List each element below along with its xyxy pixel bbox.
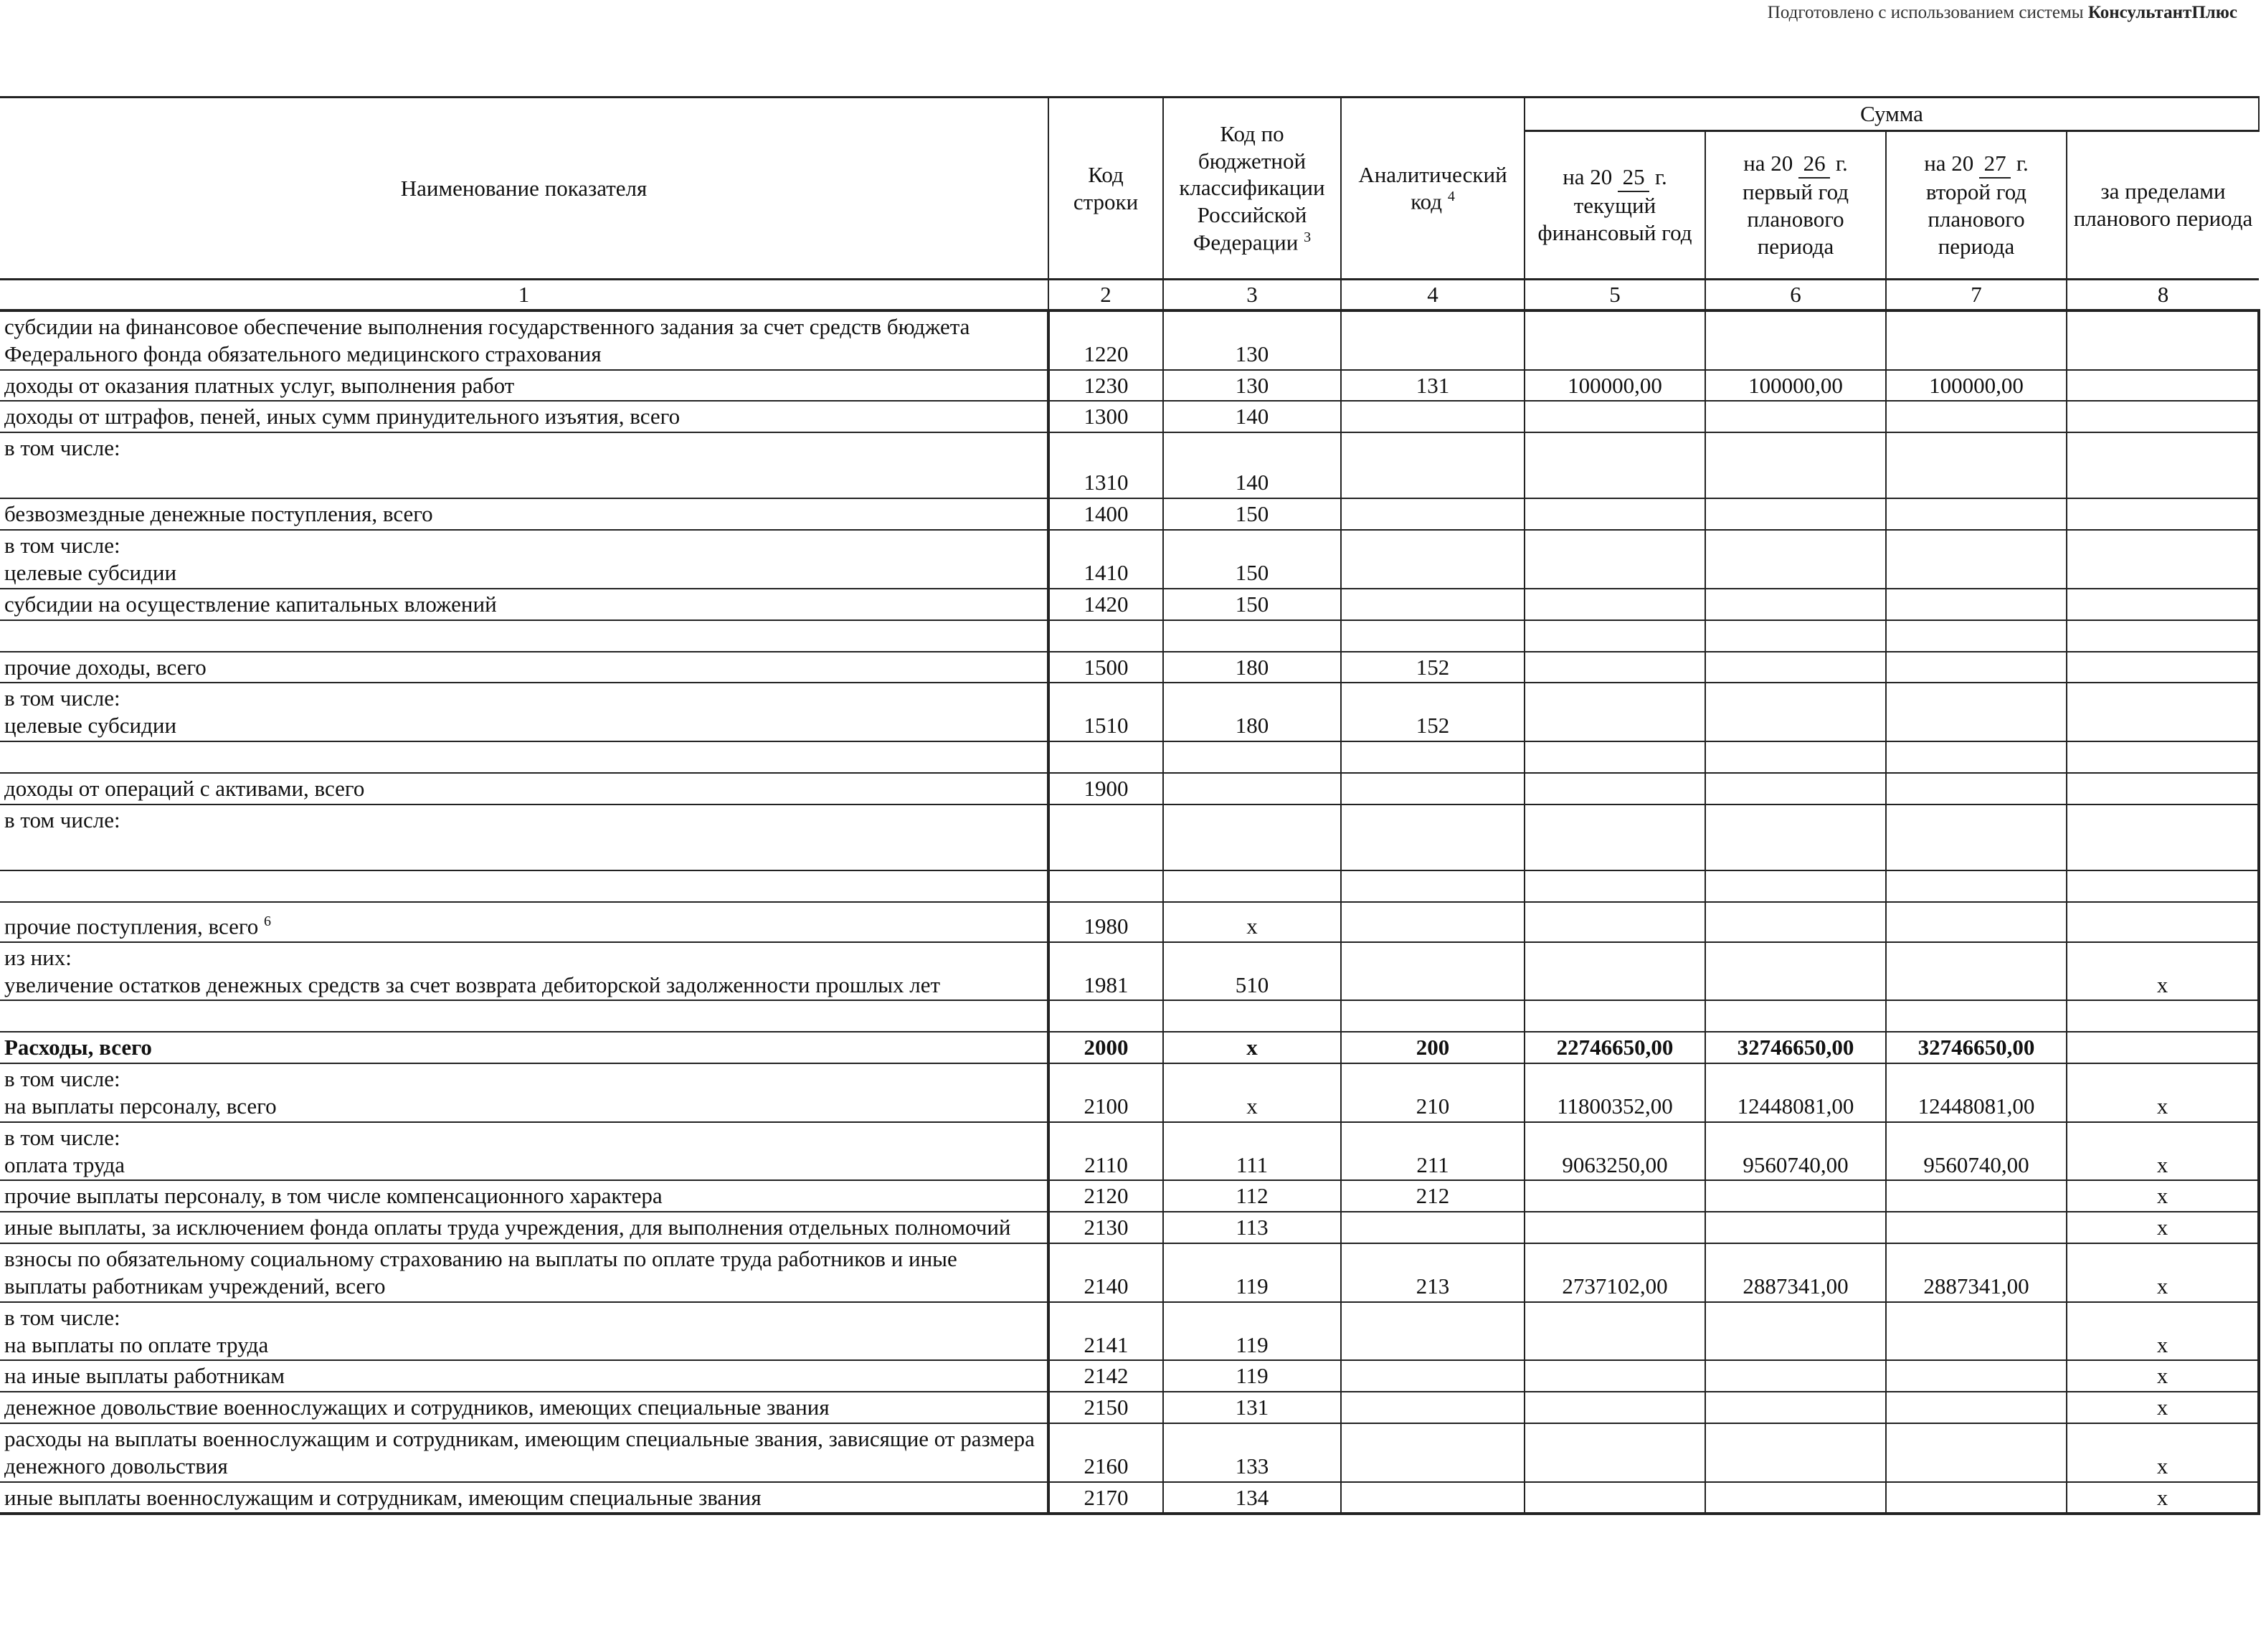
indicator-name-cell: в том числе: на выплаты по оплате труда [0,1302,1048,1361]
sum-year1-cell [1525,1482,1705,1514]
sum-year3-cell [1886,620,2067,652]
sum-beyond-cell: х [2067,1360,2259,1392]
budget-code-cell [1163,773,1341,804]
sum-year2-cell [1705,530,1886,589]
header-year-3: на 20 27 г. второй год планового периода [1886,131,2067,280]
sum-year1-cell: 11800352,00 [1525,1063,1705,1122]
sum-year2-cell [1705,589,1886,620]
sum-year2-cell [1705,870,1886,902]
analytic-code-cell [1341,1302,1525,1361]
sum-year3-cell [1886,902,2067,942]
analytic-code-cell [1341,902,1525,942]
indicator-name-cell: расходы на выплаты военнослужащим и сотрудникам, имеющим специальные звания, зависящие от размера денежного довольствия [0,1423,1048,1482]
table-row [0,741,2259,773]
indicator-name-cell: в том числе: целевые субсидии [0,683,1048,741]
row-code-cell: 1980 [1048,902,1163,942]
budget-code-cell: 150 [1163,530,1341,589]
table-row [0,1302,2259,1361]
budget-code-cell: 510 [1163,942,1341,1001]
sum-beyond-cell [2067,773,2259,804]
analytic-code-cell [1341,401,1525,432]
sum-beyond-cell [2067,530,2259,589]
sum-beyond-cell: х [2067,1122,2259,1181]
sum-year3-cell [1886,1392,2067,1423]
sum-year2-cell [1705,1302,1886,1361]
sum-year3-cell: 100000,00 [1886,370,2067,402]
table-row [0,1000,2259,1032]
col-num: 7 [1886,280,2067,311]
budget-code-cell: 111 [1163,1122,1341,1181]
sum-year2-cell [1705,1212,1886,1243]
analytic-code-cell: 200 [1341,1032,1525,1063]
indicator-name-cell: прочие выплаты персоналу, в том числе компенсационного характера [0,1180,1048,1212]
sum-beyond-cell: х [2067,942,2259,1001]
sum-year3-cell [1886,1212,2067,1243]
budget-code-cell: 119 [1163,1360,1341,1392]
table-row [0,804,2259,870]
analytic-code-cell [1341,498,1525,530]
analytic-code-cell [1341,804,1525,870]
indicator-name-cell: из них: увеличение остатков денежных средств за счет возврата дебиторской задолженности прошлых лет [0,942,1048,1001]
sum-year1-cell [1525,773,1705,804]
row-code-cell: 2100 [1048,1063,1163,1122]
row-code-cell [1048,741,1163,773]
sum-year3-cell [1886,1180,2067,1212]
sum-beyond-cell [2067,652,2259,683]
analytic-code-cell [1341,530,1525,589]
indicator-name-cell: в том числе: оплата труда [0,1122,1048,1181]
sum-beyond-cell: х [2067,1243,2259,1302]
sum-year2-cell: 100000,00 [1705,370,1886,402]
header-column-numbers [0,280,2259,311]
budget-code-cell: 180 [1163,683,1341,741]
indicator-name-cell: доходы от оказания платных услуг, выполнения работ [0,370,1048,402]
budget-code-cell: 113 [1163,1212,1341,1243]
sum-year2-cell [1705,1423,1886,1482]
indicator-name-cell: в том числе: на выплаты персоналу, всего [0,1063,1048,1122]
col-num: 8 [2067,280,2259,311]
sum-beyond-cell [2067,589,2259,620]
sum-year1-cell [1525,1180,1705,1212]
row-code-cell: 1410 [1048,530,1163,589]
sum-year1-cell [1525,942,1705,1001]
sum-year3-cell: 12448081,00 [1886,1063,2067,1122]
sum-year3-cell [1886,652,2067,683]
table-row [0,530,2259,589]
table-row [0,1392,2259,1423]
sum-year1-cell [1525,432,1705,498]
indicator-name-cell: субсидии на финансовое обеспечение выполнения государственного задания за счет средств бюджета Федерального фонда обязательного медицинского страхования [0,310,1048,370]
sum-beyond-cell [2067,741,2259,773]
sum-beyond-cell: х [2067,1392,2259,1423]
sum-year3-cell [1886,1482,2067,1514]
indicator-name-cell: в том числе: [0,432,1048,498]
sum-year2-cell [1705,942,1886,1001]
sum-year3-cell: 9560740,00 [1886,1122,2067,1181]
analytic-code-cell [1341,432,1525,498]
sum-year2-cell: 9560740,00 [1705,1122,1886,1181]
sum-beyond-cell: х [2067,1423,2259,1482]
table-row [0,1243,2259,1302]
row-code-cell [1048,804,1163,870]
row-code-cell: 1400 [1048,498,1163,530]
header-name: Наименование показателя [0,98,1048,280]
sum-year1-cell [1525,589,1705,620]
sum-beyond-cell [2067,1032,2259,1063]
analytic-code-cell [1341,589,1525,620]
budget-code-cell: 140 [1163,432,1341,498]
budget-code-cell [1163,741,1341,773]
budget-code-cell [1163,620,1341,652]
sum-year1-cell: 9063250,00 [1525,1122,1705,1181]
budget-code-cell: 134 [1163,1482,1341,1514]
analytic-code-cell [1341,1423,1525,1482]
indicator-name-cell: иные выплаты, за исключением фонда оплаты труда учреждения, для выполнения отдельных полномочий [0,1212,1048,1243]
sum-year2-cell [1705,902,1886,942]
table-row [0,942,2259,1001]
sum-year1-cell: 100000,00 [1525,370,1705,402]
sum-year2-cell [1705,773,1886,804]
row-code-cell: 1420 [1048,589,1163,620]
table-row [0,589,2259,620]
indicator-name-cell: взносы по обязательному социальному страхованию на выплаты по оплате труда работников и иные выплаты работникам учреждений, всего [0,1243,1048,1302]
row-code-cell: 1500 [1048,652,1163,683]
prepared-note-brand: КонсультантПлюс [2087,3,2237,22]
indicator-name-cell: доходы от штрафов, пеней, иных сумм принудительного изъятия, всего [0,401,1048,432]
budget-code-cell [1163,804,1341,870]
table-row [0,1032,2259,1063]
indicator-name-cell [0,620,1048,652]
header-budget-code: Код по бюджетной классификации Российской Федерации $^3$ [1163,98,1341,280]
budget-code-cell: 130 [1163,370,1341,402]
sum-beyond-cell [2067,1000,2259,1032]
table-row [0,902,2259,942]
row-code-cell [1048,620,1163,652]
sum-beyond-cell [2067,620,2259,652]
table-row [0,1063,2259,1122]
indicator-name-cell: иные выплаты военнослужащим и сотрудникам, имеющим специальные звания [0,1482,1048,1514]
sum-year1-cell [1525,530,1705,589]
budget-code-cell [1163,1000,1341,1032]
analytic-code-cell: 210 [1341,1063,1525,1122]
table-row [0,683,2259,741]
indicator-name-cell: безвозмездные денежные поступления, всего [0,498,1048,530]
row-code-cell: 1900 [1048,773,1163,804]
analytic-code-cell: 212 [1341,1180,1525,1212]
row-code-cell: 2142 [1048,1360,1163,1392]
sum-year3-cell [1886,1302,2067,1361]
prepared-note [1768,3,2237,23]
table-row [0,310,2259,370]
header-year-2: на 20 26 г. первый год планового периода [1705,131,1886,280]
budget-code-cell: 112 [1163,1180,1341,1212]
sum-year1-cell [1525,498,1705,530]
table-row [0,1212,2259,1243]
col-num: 5 [1525,280,1705,311]
analytic-code-cell: 152 [1341,683,1525,741]
sum-year1-cell [1525,652,1705,683]
sum-beyond-cell [2067,401,2259,432]
sum-year3-cell [1886,683,2067,741]
analytic-code-cell [1341,1482,1525,1514]
col-num: 1 [0,280,1048,311]
sum-year3-cell [1886,741,2067,773]
sum-year2-cell [1705,804,1886,870]
sum-year1-cell [1525,401,1705,432]
table-row [0,1360,2259,1392]
indicator-name-cell: в том числе: целевые субсидии [0,530,1048,589]
indicator-name-cell: Расходы, всего [0,1032,1048,1063]
row-code-cell: 1230 [1048,370,1163,402]
analytic-code-cell [1341,942,1525,1001]
sum-beyond-cell [2067,432,2259,498]
sum-year3-cell [1886,1423,2067,1482]
table-row [0,652,2259,683]
sum-year2-cell [1705,401,1886,432]
sum-year2-cell [1705,1482,1886,1514]
sum-year1-cell [1525,902,1705,942]
sum-year2-cell [1705,498,1886,530]
header-sum: Сумма [1525,98,2259,131]
row-code-cell: 2120 [1048,1180,1163,1212]
sum-year2-cell [1705,741,1886,773]
col-num: 3 [1163,280,1341,311]
analytic-code-cell [1341,1392,1525,1423]
sum-year1-cell [1525,1212,1705,1243]
sum-year3-cell [1886,1360,2067,1392]
sum-year2-cell [1705,310,1886,370]
sum-year3-cell [1886,1000,2067,1032]
budget-code-cell: х [1163,1032,1341,1063]
analytic-code-cell [1341,310,1525,370]
sum-beyond-cell [2067,683,2259,741]
budget-code-cell: 150 [1163,589,1341,620]
table-row [0,870,2259,902]
analytic-code-cell [1341,1000,1525,1032]
analytic-code-cell: 213 [1341,1243,1525,1302]
header-beyond: за пределами планового периода [2067,131,2259,280]
header-row-1 [0,98,2259,131]
financial-plan-table [0,96,2260,1515]
sum-year3-cell [1886,804,2067,870]
budget-code-cell [1163,870,1341,902]
row-code-cell: 1981 [1048,942,1163,1001]
indicator-name-cell: денежное довольствие военнослужащих и сотрудников, имеющих специальные звания [0,1392,1048,1423]
indicator-name-cell: в том числе: [0,804,1048,870]
indicator-name-cell [0,1000,1048,1032]
row-code-cell: 2160 [1048,1423,1163,1482]
row-code-cell: 2150 [1048,1392,1163,1423]
sum-year1-cell [1525,870,1705,902]
header-analytic: Аналитический код $^4$ [1341,98,1525,280]
sum-year1-cell [1525,310,1705,370]
col-num: 6 [1705,280,1886,311]
sum-year1-cell [1525,741,1705,773]
budget-code-cell: 150 [1163,498,1341,530]
header-code: Код строки [1048,98,1163,280]
sum-year2-cell [1705,432,1886,498]
indicator-name-cell [0,870,1048,902]
table-row [0,1482,2259,1514]
budget-code-cell: 131 [1163,1392,1341,1423]
row-code-cell: 1300 [1048,401,1163,432]
sum-year1-cell [1525,683,1705,741]
sum-year2-cell [1705,652,1886,683]
row-code-cell: 1220 [1048,310,1163,370]
analytic-code-cell [1341,1360,1525,1392]
row-code-cell: 1310 [1048,432,1163,498]
indicator-name-cell: прочие доходы, всего [0,652,1048,683]
sum-year1-cell [1525,620,1705,652]
analytic-code-cell [1341,773,1525,804]
table-row [0,401,2259,432]
table-row [0,1122,2259,1181]
sum-beyond-cell: х [2067,1482,2259,1514]
sum-beyond-cell [2067,870,2259,902]
budget-code-cell: 133 [1163,1423,1341,1482]
sum-year3-cell [1886,530,2067,589]
sum-year1-cell [1525,1423,1705,1482]
budget-code-cell: х [1163,1063,1341,1122]
sum-year3-cell [1886,401,2067,432]
sum-year1-cell [1525,1392,1705,1423]
table-row [0,498,2259,530]
budget-code-cell: 130 [1163,310,1341,370]
sum-year3-cell: 2887341,00 [1886,1243,2067,1302]
budget-code-cell: х [1163,902,1341,942]
prepared-note-prefix: Подготовлено с использованием системы [1767,3,2084,22]
budget-code-cell: 119 [1163,1302,1341,1361]
row-code-cell [1048,1000,1163,1032]
sum-year3-cell [1886,942,2067,1001]
sum-beyond-cell: х [2067,1212,2259,1243]
sum-year1-cell: 2737102,00 [1525,1243,1705,1302]
indicator-name-cell: на иные выплаты работникам [0,1360,1048,1392]
col-num: 4 [1341,280,1525,311]
sum-year3-cell [1886,310,2067,370]
sum-beyond-cell: х [2067,1180,2259,1212]
indicator-name-cell: доходы от операций с активами, всего [0,773,1048,804]
sum-year2-cell [1705,1392,1886,1423]
table-row [0,1180,2259,1212]
sum-year2-cell [1705,1000,1886,1032]
sum-year1-cell [1525,1302,1705,1361]
row-code-cell: 2000 [1048,1032,1163,1063]
sum-year2-cell [1705,1360,1886,1392]
row-code-cell: 2141 [1048,1302,1163,1361]
table-row [0,773,2259,804]
analytic-code-cell [1341,870,1525,902]
analytic-code-cell: 152 [1341,652,1525,683]
sum-beyond-cell [2067,804,2259,870]
sum-beyond-cell [2067,370,2259,402]
sum-year2-cell: 2887341,00 [1705,1243,1886,1302]
sum-year2-cell: 32746650,00 [1705,1032,1886,1063]
sum-year2-cell [1705,1180,1886,1212]
indicator-name-cell: субсидии на осуществление капитальных вложений [0,589,1048,620]
sum-year2-cell: 12448081,00 [1705,1063,1886,1122]
table-row [0,1423,2259,1482]
sum-year3-cell: 32746650,00 [1886,1032,2067,1063]
analytic-code-cell [1341,741,1525,773]
row-code-cell: 2130 [1048,1212,1163,1243]
analytic-code-cell [1341,1212,1525,1243]
analytic-code-cell: 211 [1341,1122,1525,1181]
col-num: 2 [1048,280,1163,311]
sum-beyond-cell: х [2067,1302,2259,1361]
sum-beyond-cell [2067,902,2259,942]
sum-year1-cell [1525,804,1705,870]
sum-year3-cell [1886,773,2067,804]
sum-year3-cell [1886,498,2067,530]
budget-code-cell: 119 [1163,1243,1341,1302]
analytic-code-cell: 131 [1341,370,1525,402]
row-code-cell: 2170 [1048,1482,1163,1514]
sum-year3-cell [1886,870,2067,902]
indicator-name-cell: прочие поступления, всего $^6$ [0,902,1048,942]
indicator-name-cell [0,741,1048,773]
sum-beyond-cell: х [2067,1063,2259,1122]
analytic-code-cell [1341,620,1525,652]
sum-year3-cell [1886,432,2067,498]
sum-year1-cell [1525,1000,1705,1032]
header-year-1: на 20 25 г. текущий финансовый год [1525,131,1705,280]
sum-year2-cell [1705,620,1886,652]
sum-year1-cell: 22746650,00 [1525,1032,1705,1063]
row-code-cell: 2110 [1048,1122,1163,1181]
sum-beyond-cell [2067,498,2259,530]
row-code-cell: 1510 [1048,683,1163,741]
budget-code-cell: 140 [1163,401,1341,432]
sum-year1-cell [1525,1360,1705,1392]
budget-code-cell: 180 [1163,652,1341,683]
table-row [0,432,2259,498]
sum-year3-cell [1886,589,2067,620]
sum-beyond-cell [2067,310,2259,370]
table-body [0,310,2259,1514]
table-row [0,370,2259,402]
row-code-cell: 2140 [1048,1243,1163,1302]
table-row [0,620,2259,652]
row-code-cell [1048,870,1163,902]
sum-year2-cell [1705,683,1886,741]
